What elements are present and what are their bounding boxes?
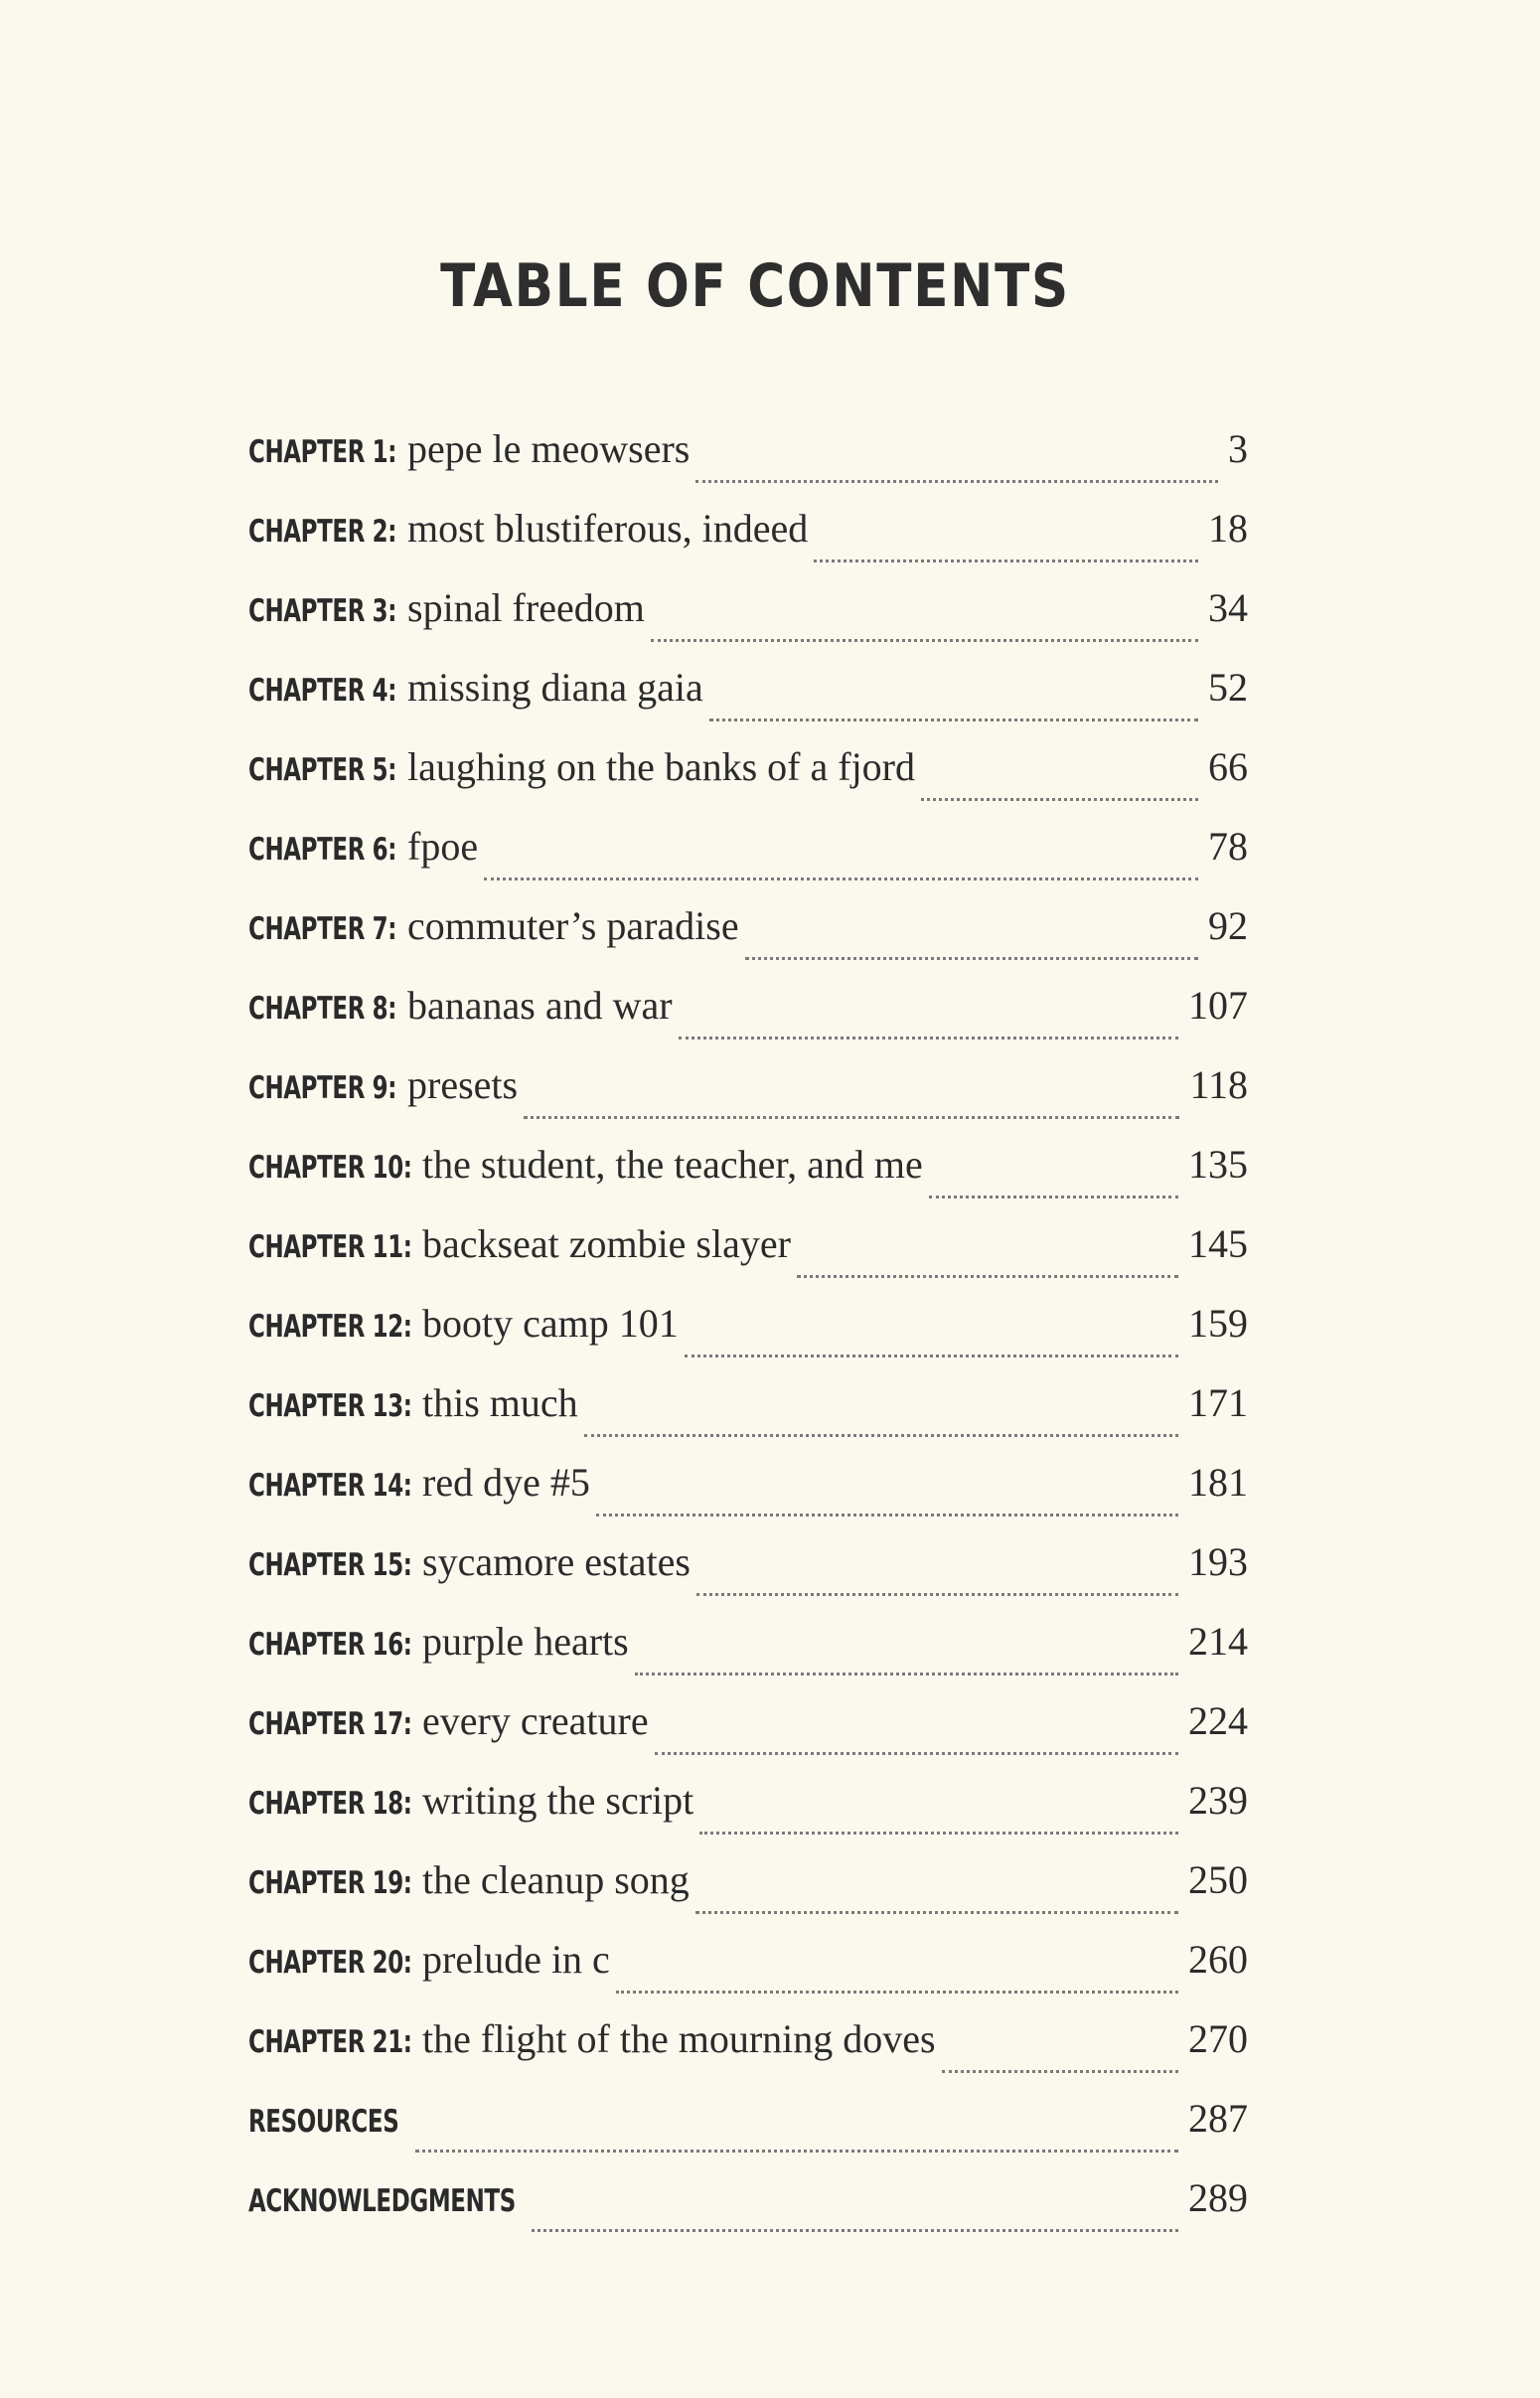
dot-leader	[635, 1672, 1178, 1676]
dot-leader	[616, 1990, 1178, 1994]
toc-entry-chapter-15	[248, 1538, 1248, 1618]
entry-page-number: 287	[1188, 2096, 1248, 2141]
entry-title: fpoe	[407, 824, 479, 869]
dot-leader	[929, 1195, 1178, 1199]
entry-page-number: 78	[1208, 824, 1248, 869]
toc-entry-chapter-11	[248, 1220, 1248, 1300]
entry-title: this much	[422, 1380, 578, 1425]
dot-leader	[584, 1433, 1178, 1437]
entry-label: ACKNOWLEDGMENTS	[248, 2183, 516, 2219]
toc-entry-chapter-2	[248, 505, 1248, 584]
entry-page-number: 181	[1188, 1460, 1248, 1505]
entry-label: RESOURCES	[248, 2104, 399, 2140]
toc-entry-chapter-13	[248, 1379, 1248, 1459]
entry-title: red dye #5	[422, 1460, 590, 1505]
toc-entry-chapter-19	[248, 1856, 1248, 1936]
entry-label: CHAPTER 20:	[248, 1945, 412, 1981]
entry-page-number: 66	[1208, 744, 1248, 789]
entry-label: CHAPTER 14:	[248, 1468, 412, 1504]
entry-title: sycamore estates	[422, 1539, 691, 1584]
toc-entry-chapter-12	[248, 1300, 1248, 1379]
toc-entry-chapter-10	[248, 1141, 1248, 1220]
toc-entry-chapter-7	[248, 902, 1248, 982]
entry-label: CHAPTER 10:	[248, 1150, 412, 1186]
entry-title: booty camp 101	[422, 1301, 679, 1346]
entry-title: missing diana gaia	[407, 665, 703, 710]
entry-label: CHAPTER 19:	[248, 1865, 412, 1901]
table-of-contents	[248, 425, 1248, 2254]
entry-label: CHAPTER 11:	[248, 1229, 412, 1265]
entry-page-number: 52	[1208, 665, 1248, 710]
toc-entry-chapter-16	[248, 1618, 1248, 1697]
toc-entry-resources	[248, 2095, 1248, 2174]
entry-title: the cleanup song	[422, 1857, 690, 1902]
entry-title: laughing on the banks of a fjord	[407, 744, 915, 789]
dot-leader	[699, 1831, 1178, 1835]
entry-label: CHAPTER 16:	[248, 1627, 412, 1663]
toc-entry-chapter-9	[248, 1061, 1248, 1141]
entry-page-number: 145	[1188, 1221, 1248, 1266]
entry-page-number: 289	[1188, 2175, 1248, 2220]
entry-page-number: 135	[1188, 1142, 1248, 1187]
entry-label: CHAPTER 5:	[248, 752, 397, 788]
entry-page-number: 250	[1188, 1857, 1248, 1902]
dot-leader	[695, 1910, 1178, 1914]
entry-label: CHAPTER 2:	[248, 514, 397, 550]
entry-page-number: 260	[1188, 1937, 1248, 1982]
dot-leader	[655, 1751, 1178, 1755]
entry-title: most blustiferous, indeed	[407, 506, 809, 551]
dot-leader	[415, 2149, 1178, 2153]
entry-page-number: 92	[1208, 903, 1248, 948]
entry-page-number: 107	[1188, 983, 1248, 1028]
entry-label: CHAPTER 8:	[248, 991, 397, 1027]
entry-page-number: 193	[1188, 1539, 1248, 1584]
entry-title: spinal freedom	[407, 585, 645, 630]
entry-title: the student, the teacher, and me	[422, 1142, 923, 1187]
dot-leader	[524, 1115, 1179, 1119]
dot-leader	[942, 2069, 1178, 2073]
entry-label: CHAPTER 12:	[248, 1309, 412, 1345]
entry-label: CHAPTER 4:	[248, 673, 397, 709]
toc-entry-acknowledgments	[248, 2174, 1248, 2254]
entry-title: backseat zombie slayer	[422, 1221, 791, 1266]
entry-label: CHAPTER 13:	[248, 1388, 412, 1424]
dot-leader	[696, 1592, 1178, 1596]
toc-entry-chapter-8	[248, 982, 1248, 1061]
toc-entry-chapter-1	[248, 425, 1248, 505]
entry-page-number: 3	[1228, 426, 1248, 471]
toc-entry-chapter-5	[248, 743, 1248, 823]
entry-title: writing the script	[422, 1778, 694, 1823]
dot-leader	[695, 479, 1218, 483]
dot-leader	[745, 956, 1198, 960]
dot-leader	[679, 1036, 1178, 1039]
entry-label: CHAPTER 15:	[248, 1547, 412, 1583]
entry-title: purple hearts	[422, 1619, 629, 1664]
toc-entry-chapter-20	[248, 1936, 1248, 2015]
dot-leader	[685, 1354, 1178, 1358]
page-title: TABLE OF CONTENTS	[440, 251, 1070, 321]
dot-leader	[651, 638, 1198, 642]
toc-entry-chapter-18	[248, 1777, 1248, 1856]
dot-leader	[797, 1274, 1178, 1278]
toc-entry-chapter-4	[248, 664, 1248, 743]
entry-title: bananas and war	[407, 983, 673, 1028]
entry-page-number: 171	[1188, 1380, 1248, 1425]
entry-label: CHAPTER 6:	[248, 832, 397, 868]
toc-entry-chapter-21	[248, 2015, 1248, 2095]
entry-title: every creature	[422, 1698, 649, 1743]
entry-label: CHAPTER 21:	[248, 2024, 412, 2060]
dot-leader	[814, 559, 1198, 562]
dot-leader	[921, 797, 1198, 801]
entry-label: CHAPTER 9:	[248, 1070, 397, 1106]
entry-page-number: 159	[1188, 1301, 1248, 1346]
dot-leader	[532, 2228, 1178, 2232]
toc-entry-chapter-17	[248, 1697, 1248, 1777]
entry-page-number: 224	[1188, 1698, 1248, 1743]
entry-page-number: 118	[1189, 1062, 1248, 1107]
entry-page-number: 18	[1208, 506, 1248, 551]
dot-leader	[596, 1513, 1178, 1517]
entry-label: CHAPTER 17:	[248, 1706, 412, 1742]
entry-label: CHAPTER 1:	[248, 434, 397, 470]
entry-title: commuter’s paradise	[407, 903, 739, 948]
entry-label: CHAPTER 18:	[248, 1786, 412, 1822]
entry-page-number: 34	[1208, 585, 1248, 630]
dot-leader	[709, 718, 1198, 721]
entry-title: presets	[407, 1062, 519, 1107]
toc-entry-chapter-14	[248, 1459, 1248, 1538]
entry-page-number: 239	[1188, 1778, 1248, 1823]
dot-leader	[484, 877, 1198, 880]
entry-page-number: 214	[1188, 1619, 1248, 1664]
toc-entry-chapter-6	[248, 823, 1248, 902]
entry-title: prelude in c	[422, 1937, 610, 1982]
entry-title: the flight of the mourning doves	[422, 2016, 936, 2061]
entry-label: CHAPTER 7:	[248, 911, 397, 947]
entry-label: CHAPTER 3:	[248, 593, 397, 629]
toc-entry-chapter-3	[248, 584, 1248, 664]
entry-page-number: 270	[1188, 2016, 1248, 2061]
entry-title: pepe le meowsers	[407, 426, 691, 471]
